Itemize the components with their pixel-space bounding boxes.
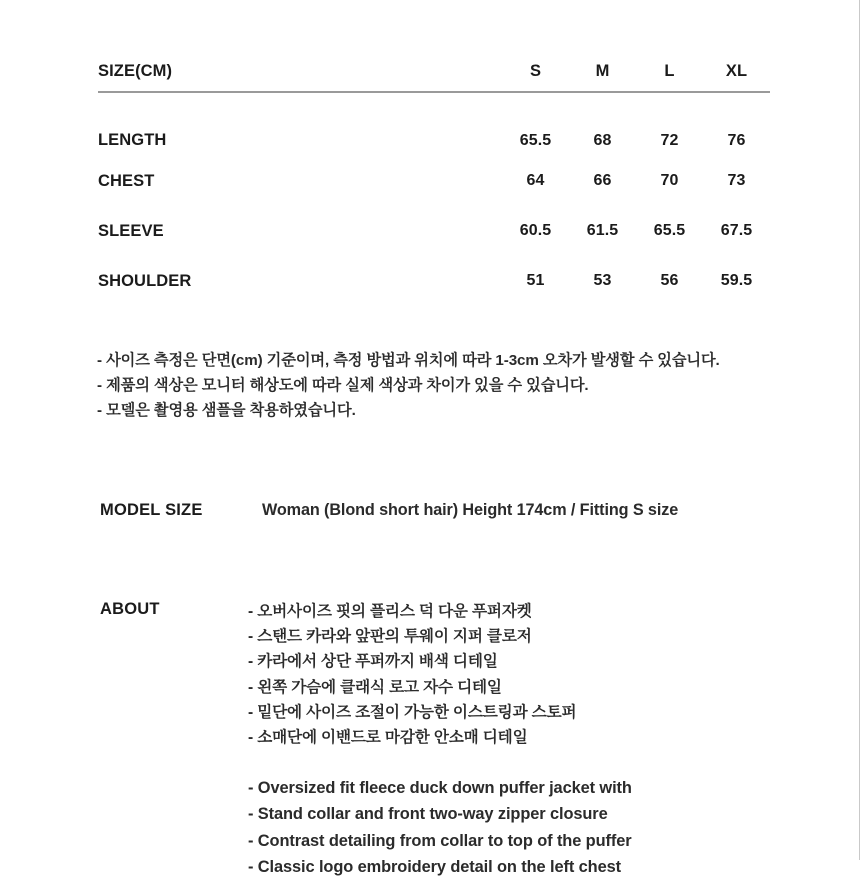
- list-item: - Contrast detailing from collar to top of the puffer: [248, 831, 632, 850]
- cell-length-xl: 76: [727, 132, 746, 149]
- list-item: - Classic logo embroidery detail on the left chest: [248, 857, 621, 876]
- cell-shoulder-l: 56: [660, 272, 679, 289]
- list-item: - 왼쪽 가슴에 클래식 로고 자수 디테일: [248, 678, 502, 696]
- about-label: ABOUT: [100, 600, 160, 618]
- cell-shoulder-xl: 59.5: [720, 272, 753, 289]
- size-chart-title: SIZE(CM): [98, 62, 173, 80]
- size-chart: [98, 52, 770, 306]
- cell-chest-s: 64: [526, 172, 545, 189]
- column-header-s: S: [529, 62, 542, 80]
- list-item: - Stand collar and front two-way zipper closure: [248, 805, 608, 824]
- column-header-m: M: [595, 62, 610, 80]
- table-row: [98, 92, 770, 156]
- row-label-shoulder: SHOULDER: [98, 271, 192, 290]
- cell-length-s: 65.5: [519, 132, 552, 149]
- list-item: - 오버사이즈 핏의 플리스 덕 다운 푸퍼자켓: [248, 603, 532, 620]
- table-row: [98, 206, 770, 256]
- cell-chest-l: 70: [660, 172, 679, 189]
- cell-shoulder-s: 51: [526, 272, 545, 289]
- size-chart-table: [98, 52, 770, 306]
- note-measurement: - 사이즈 측정은 단면(cm) 기준이며, 측정 방법과 위치에 따라 1-3cm 오차가 발생할 수 있습니다.: [97, 352, 720, 369]
- cell-chest-m: 66: [593, 172, 612, 189]
- column-header-xl: XL: [725, 62, 748, 80]
- size-chart-head: [98, 52, 770, 92]
- list-item: - 밑단에 사이즈 조절이 가능한 이스트링과 스토퍼: [248, 703, 577, 721]
- cell-sleeve-m: 61.5: [586, 222, 619, 239]
- cell-sleeve-xl: 67.5: [720, 222, 753, 239]
- table-row: [98, 256, 770, 306]
- column-header-l: L: [664, 62, 675, 80]
- note-color: - 제품의 색상은 모니터 해상도에 따라 실제 색상과 차이가 있을 수 있습니다.: [97, 377, 589, 394]
- model-size-value: Woman (Blond short hair) Height 174cm / Fitting S size: [262, 501, 679, 519]
- row-label-chest: CHEST: [98, 171, 155, 190]
- size-notes: [97, 348, 797, 423]
- list-item: - 소매단에 이밴드로 마감한 안소매 디테일: [248, 729, 528, 747]
- size-chart-header-row: [98, 52, 770, 92]
- cell-shoulder-m: 53: [593, 272, 612, 289]
- about-description-list: [248, 599, 808, 880]
- row-label-sleeve: SLEEVE: [98, 221, 164, 240]
- list-item: - 스탠드 카라와 앞판의 투웨이 지퍼 클로저: [248, 628, 532, 646]
- table-row: [98, 156, 770, 206]
- model-size-label: MODEL SIZE: [100, 501, 203, 519]
- row-label-length: LENGTH: [98, 131, 167, 149]
- list-item: - 카라에서 상단 푸퍼까지 배색 디테일: [248, 653, 498, 671]
- size-chart-body: [98, 92, 770, 306]
- cell-sleeve-s: 60.5: [519, 222, 552, 239]
- list-group-divider: [248, 750, 808, 775]
- cell-chest-xl: 73: [727, 172, 746, 189]
- cell-sleeve-l: 65.5: [653, 222, 686, 239]
- note-sample: - 모델은 촬영용 샘플을 착용하였습니다.: [97, 402, 356, 419]
- cell-length-m: 68: [593, 132, 612, 149]
- cell-length-l: 72: [660, 132, 679, 149]
- list-item: - Oversized fit fleece duck down puffer jacket with: [248, 779, 632, 798]
